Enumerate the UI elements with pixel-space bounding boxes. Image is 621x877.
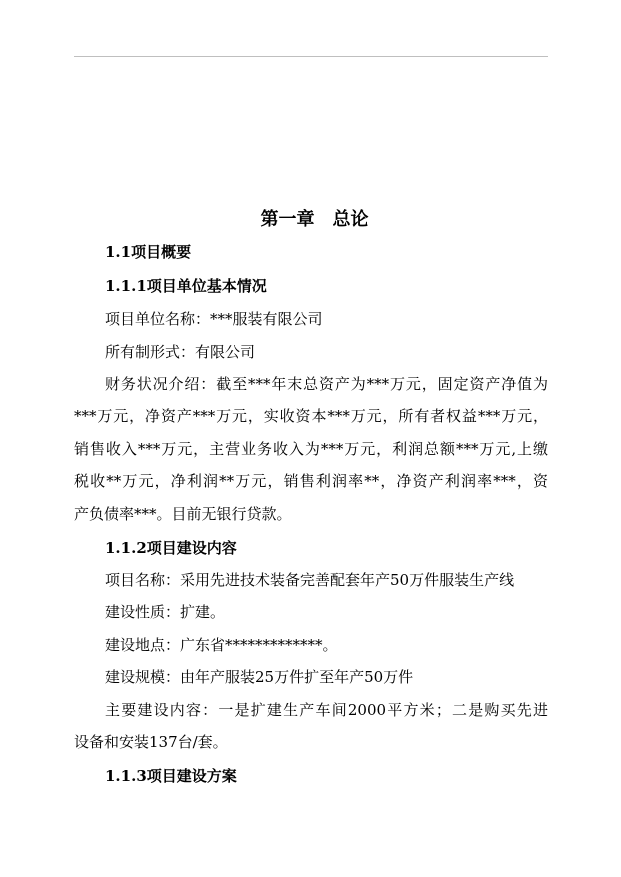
section-heading-1-1: 1.1项目概要 xyxy=(105,243,192,261)
construction-scale-text: 建设规模：由年产服装25万件扩至年产50万件 xyxy=(105,668,414,686)
project-name-text: 项目名称：采用先进技术装备完善配套年产50万件服装生产线 xyxy=(105,571,515,589)
finance-paragraph-line: 销售收入***万元，主营业务收入为***万元，利润总额***万元,上缴 xyxy=(74,440,548,458)
construction-nature-text: 建设性质：扩建。 xyxy=(105,603,226,621)
ownership-text: 所有制形式：有限公司 xyxy=(105,343,256,361)
section-heading-1-1-3: 1.1.3项目建设方案 xyxy=(105,767,237,785)
header-rule xyxy=(74,56,548,57)
main-content-line: 设备和安装137台/套。 xyxy=(74,733,228,751)
finance-paragraph-line: ***万元，净资产***万元，实收资本***万元，所有者权益***万元， xyxy=(74,407,548,425)
finance-paragraph-line: 财务状况介绍：截至***年末总资产为***万元，固定资产净值为 xyxy=(105,375,548,393)
section-heading-1-1-1: 1.1.1项目单位基本情况 xyxy=(105,277,267,295)
section-heading-1-1-2: 1.1.2项目建设内容 xyxy=(105,539,237,557)
finance-paragraph-line: 税收**万元，净利润**万元，销售利润率**，净资产利润率***，资 xyxy=(74,472,548,490)
finance-paragraph-line: 产负债率***。目前无银行贷款。 xyxy=(74,505,292,523)
chapter-title: 第一章 总论 xyxy=(260,209,369,230)
unit-name-text: 项目单位名称：***服装有限公司 xyxy=(105,310,323,328)
construction-site-text: 建设地点：广东省*************。 xyxy=(105,636,338,654)
main-content-line: 主要建设内容：一是扩建生产车间2000平方米；二是购买先进 xyxy=(105,701,548,719)
